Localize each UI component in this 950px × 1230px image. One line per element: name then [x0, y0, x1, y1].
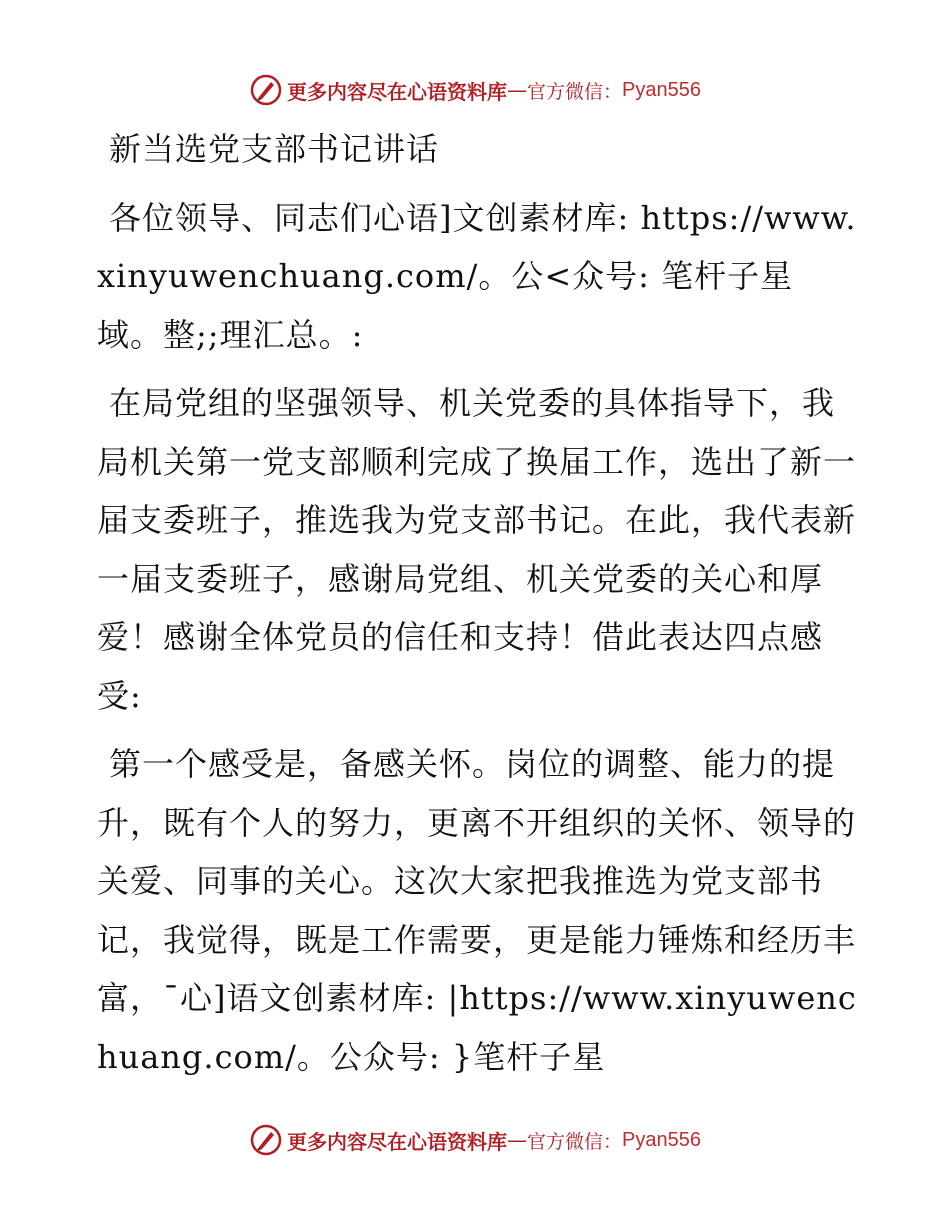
header-banner	[0, 70, 950, 110]
pen-logo-icon	[249, 73, 283, 107]
banner-wechat-label: 官方微信：	[527, 1130, 623, 1153]
footer-banner	[0, 1120, 950, 1160]
paragraph-3-text: 第一个感受是，备感关怀。岗位的调整、能力的提升，既有个人的努力，更离不开组织的关怀、领导的关爱、同事的关心。这次大家把我推选为党支部书记，我觉得，既是工作需要，更是能力锤炼和经历丰富，¯心]语文创素材库: |https://www.xinyuwenchuang.com/。公众号: }笔杆子星	[97, 745, 857, 1076]
document-title	[97, 120, 857, 179]
paragraph-3	[97, 735, 857, 1086]
paragraph-2-text: 在局党组的坚强领导、机关党委的具体指导下，我局机关第一党支部顺利完成了换届工作，选出了新一届支委班子，推选我为党支部书记。在此，我代表新一届支委班子，感谢局党组、机关党委的关心和厚爱！感谢全体党员的信任和支持！借此表达四点感受:	[97, 384, 857, 715]
document-body	[97, 120, 857, 1096]
banner-wechat-label: 官方微信：	[527, 80, 623, 103]
banner-dash: —	[507, 78, 527, 102]
banner-dash: —	[507, 1128, 527, 1152]
pen-logo-icon	[249, 1123, 283, 1157]
banner-main-text: 更多内容尽在心语资料库	[287, 1129, 507, 1154]
banner-main-text: 更多内容尽在心语资料库	[287, 79, 507, 104]
paragraph-2	[97, 374, 857, 725]
document-title-text: 新当选党支部书记讲话	[109, 130, 440, 168]
paragraph-1-text: 各位领导、同志们心语]文创素材库: https://www.xinyuwenchuang.com/。公<众号: 笔杆子星域。整;;理汇总。:	[97, 198, 857, 354]
banner-wechat-id: Pyan556	[622, 78, 701, 101]
banner-wechat-id: Pyan556	[622, 1128, 701, 1151]
paragraph-1	[97, 189, 857, 365]
